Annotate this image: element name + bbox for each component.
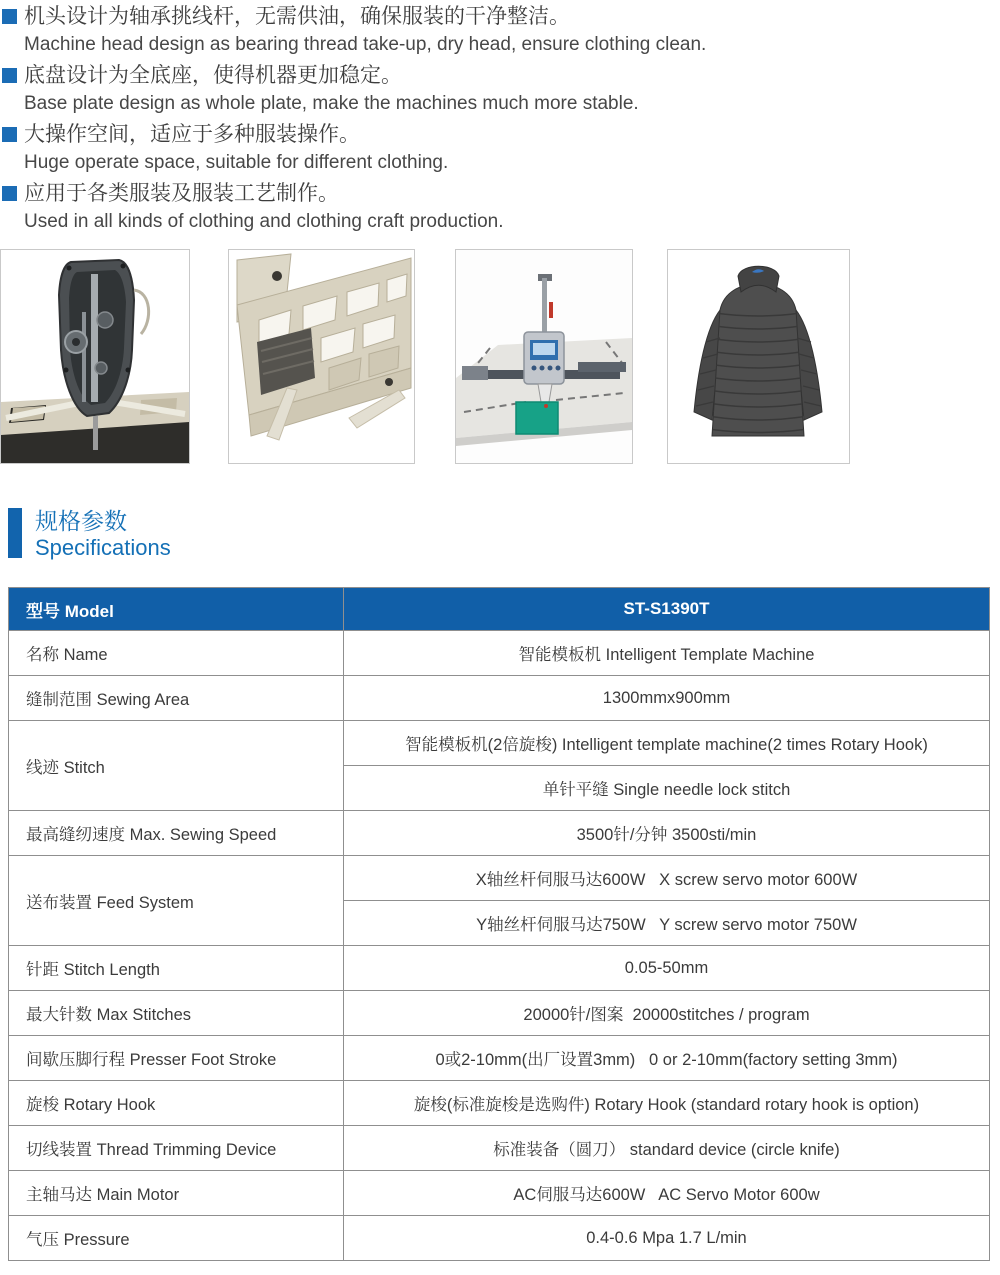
spec-value: 标准装备（圆刀） standard device (circle knife) [344, 1126, 990, 1171]
machine-head-internal-photo [0, 249, 190, 464]
feature-list [0, 0, 1000, 233]
table-row [9, 856, 990, 901]
spec-label: 送布装置 Feed System [9, 856, 344, 946]
table-row [9, 811, 990, 856]
base-frame-illustration [229, 250, 414, 463]
spec-value: Y轴丝杆伺服马达750W Y screw servo motor 750W [344, 901, 990, 946]
table-row [9, 631, 990, 676]
spec-value: 0.4-0.6 Mpa 1.7 L/min [344, 1216, 990, 1261]
spec-label: 缝制范围 Sewing Area [9, 676, 344, 721]
spec-value: 0.05-50mm [344, 946, 990, 991]
template-machine-illustration [456, 250, 632, 463]
spec-label: 针距 Stitch Length [9, 946, 344, 991]
bullet-square-icon [2, 186, 17, 201]
spec-value: 0或2-10mm(出厂设置3mm) 0 or 2-10mm(factory setting 3mm) [344, 1036, 990, 1081]
feature-text-en: Base plate design as whole plate, make the machines much more stable. [24, 93, 639, 114]
accent-bar-icon [8, 508, 22, 558]
spec-value: 单针平缝 Single needle lock stitch [344, 766, 990, 811]
spec-value: 20000针/图案 20000stitches / program [344, 991, 990, 1036]
spec-label: 最大针数 Max Stitches [9, 991, 344, 1036]
base-plate-frame-photo [228, 249, 415, 464]
jacket-illustration [668, 250, 849, 463]
product-photo-row [0, 249, 1000, 464]
feature-text-zh: 大操作空间，适应于多种服装操作。 [24, 123, 360, 146]
feature-text-zh: 应用于各类服装及服装工艺制作。 [24, 182, 339, 205]
table-header-row [9, 588, 990, 631]
bullet-square-icon [2, 68, 17, 83]
table-row [9, 946, 990, 991]
feature-item [1, 63, 1000, 89]
table-row [9, 991, 990, 1036]
feature-item [1, 4, 1000, 30]
spec-label: 最高缝纫速度 Max. Sewing Speed [9, 811, 344, 856]
spec-label: 旋梭 Rotary Hook [9, 1081, 344, 1126]
spec-value: 旋梭(标准旋梭是选购件) Rotary Hook (standard rotary hook is option) [344, 1081, 990, 1126]
feature-item [1, 181, 1000, 207]
section-title-zh: 规格参数 [35, 508, 127, 534]
template-machine-photo [455, 249, 633, 464]
spec-value: AC伺服马达600W AC Servo Motor 600w [344, 1171, 990, 1216]
feature-text-en: Machine head design as bearing thread take-up, dry head, ensure clothing clean. [24, 34, 707, 55]
puffer-jacket-photo [667, 249, 850, 464]
model-number: ST-S1390T [344, 588, 990, 631]
section-titles [35, 508, 171, 561]
feature-text-en: Huge operate space, suitable for different clothing. [24, 152, 449, 173]
specifications-table [8, 587, 990, 1261]
section-title-en: Specifications [35, 535, 171, 560]
table-row [9, 1171, 990, 1216]
bullet-square-icon [2, 127, 17, 142]
spec-label: 名称 Name [9, 631, 344, 676]
table-row [9, 1036, 990, 1081]
table-row [9, 1216, 990, 1261]
feature-text-en: Used in all kinds of clothing and clothing craft production. [24, 211, 504, 232]
spec-label: 主轴马达 Main Motor [9, 1171, 344, 1216]
table-row [9, 676, 990, 721]
bullet-square-icon [2, 9, 17, 24]
feature-text-zh: 机头设计为轴承挑线杆，无需供油，确保服装的干净整洁。 [24, 5, 570, 28]
spec-label: 切线装置 Thread Trimming Device [9, 1126, 344, 1171]
spec-value: 智能模板机 Intelligent Template Machine [344, 631, 990, 676]
spec-value: 1300mmx900mm [344, 676, 990, 721]
table-row [9, 1081, 990, 1126]
spec-label: 气压 Pressure [9, 1216, 344, 1261]
model-header-label: 型号 Model [9, 588, 344, 631]
feature-text-zh: 底盘设计为全底座，使得机器更加稳定。 [24, 64, 402, 87]
spec-value: X轴丝杆伺服马达600W X screw servo motor 600W [344, 856, 990, 901]
table-row [9, 1126, 990, 1171]
spec-label: 间歇压脚行程 Presser Foot Stroke [9, 1036, 344, 1081]
spec-value: 智能模板机(2倍旋梭) Intelligent template machine(2 times Rotary Hook) [344, 721, 990, 766]
table-row [9, 721, 990, 766]
machine-head-illustration [1, 250, 189, 463]
feature-item [1, 122, 1000, 148]
spec-label: 线迹 Stitch [9, 721, 344, 811]
specifications-section-header [8, 508, 1000, 561]
spec-value: 3500针/分钟 3500sti/min [344, 811, 990, 856]
